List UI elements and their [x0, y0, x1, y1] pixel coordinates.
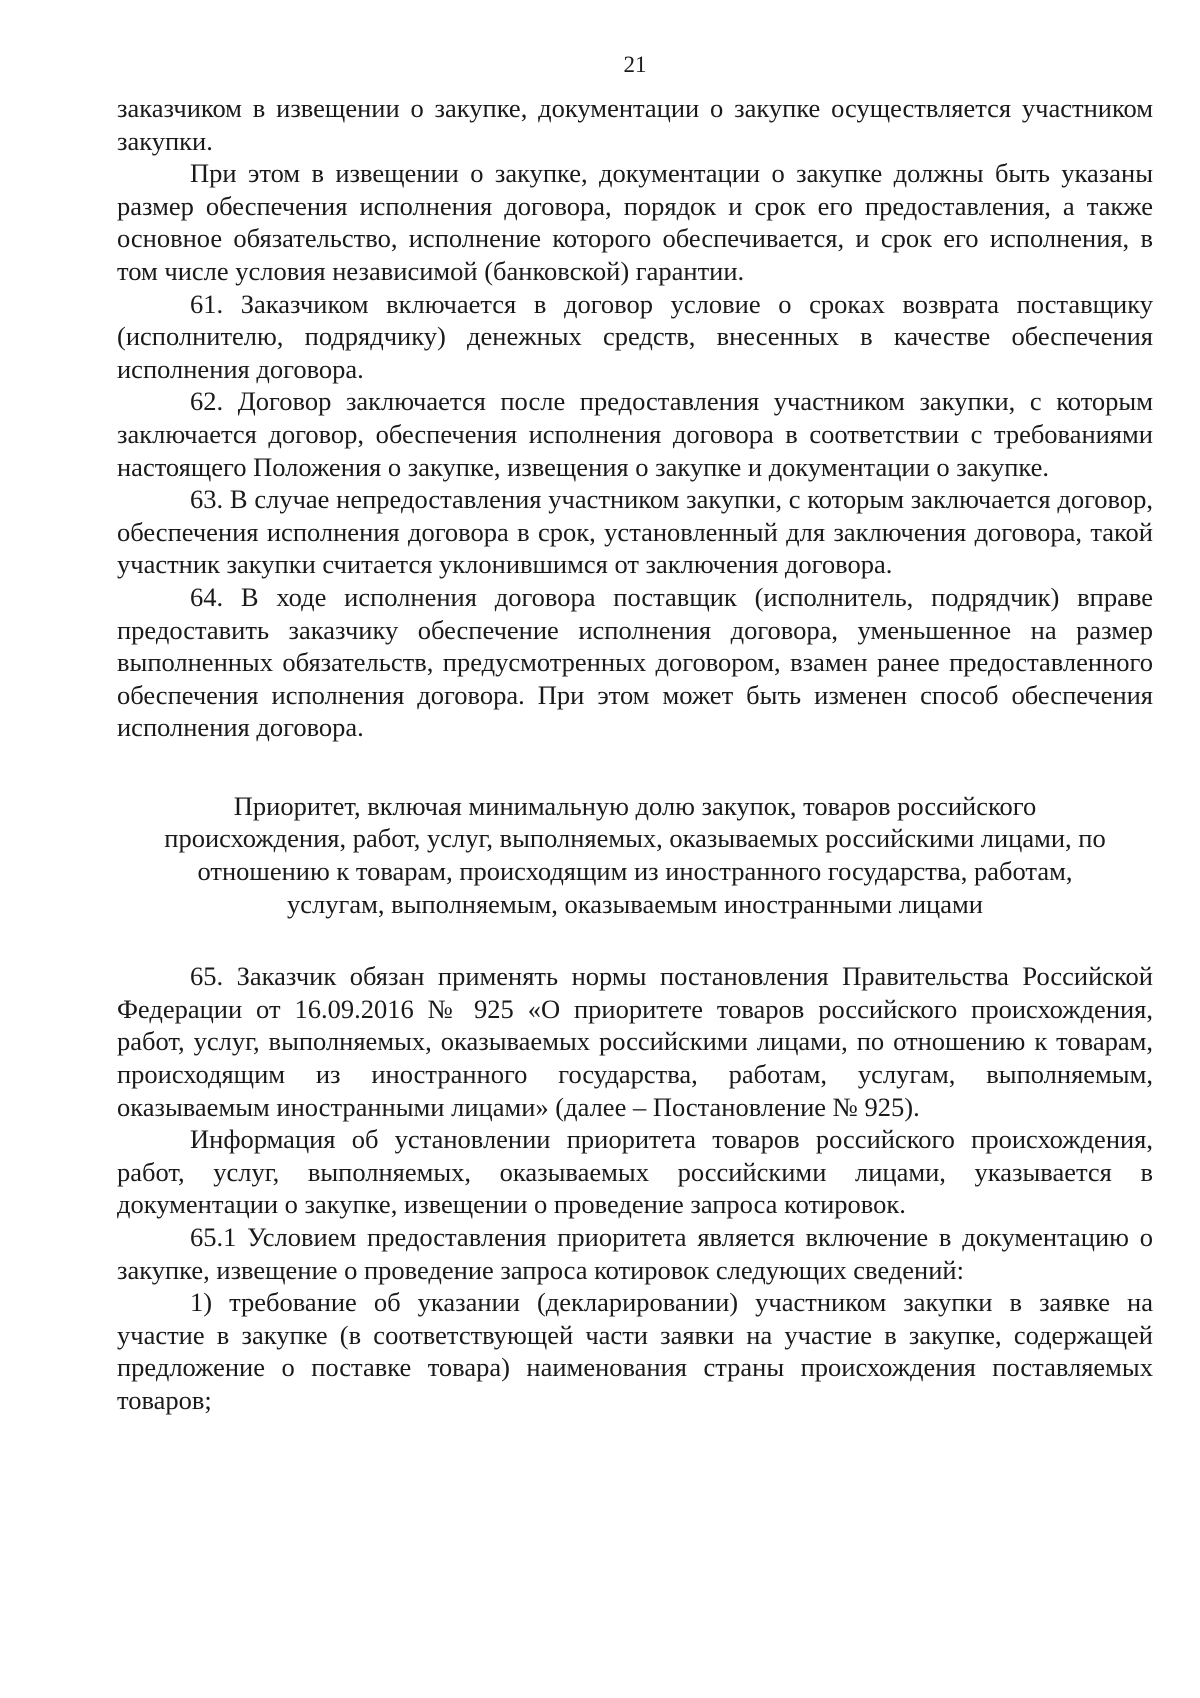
heading-line: происхождения, работ, услуг, выполняемых, оказываемых российскими лицами, по — [164, 823, 1106, 854]
paragraph-65-1-item-1: 1) требование об указании (декларировании) участником закупки в заявке на участие в закупке (в соответствующей части заявки на участие в закупке, содержащей предложение о поставке товара) наименования страны происхождения поставляемых товаров; — [117, 1287, 1153, 1415]
section-before — [117, 92, 1153, 744]
paragraph-63: 63. В случае непредоставления участником закупки, с которым заключается договор, обеспечения исполнения договора в срок, установленный для заключения договора, такой участник закупки считается уклонившимся от заключения договора. — [117, 484, 1153, 580]
paragraph-61: 61. Заказчиком включается в договор условие о сроках возврата поставщику (исполнителю, подрядчику) денежных средств, внесенных в качестве обеспечения исполнения договора. — [117, 288, 1153, 384]
paragraph-continuation: заказчиком в извещении о закупке, документации о закупке осуществляется участником закупки. — [117, 93, 1153, 156]
document-page — [117, 50, 1153, 1417]
section-heading — [117, 790, 1153, 920]
paragraph-priority-info: Информация об установлении приоритета товаров российского происхождения, работ, услуг, выполняемых, оказываемых российскими лицами, указывается в документации о закупке, извещении о проведение запроса котировок. — [117, 1124, 1153, 1220]
heading-line: отношению к товарам, происходящим из иностранного государства, работам, — [197, 856, 1073, 887]
paragraph-guarantee-info: При этом в извещении о закупке, документации о закупке должны быть указаны размер обеспечения исполнения договора, порядок и срок его предоставления, а также основное обязательство, исполнение которого обеспечивается, и срок его исполнения, в том числе условия независимой (банковской) гарантии. — [117, 158, 1153, 286]
page-number: 21 — [623, 52, 647, 77]
paragraph-62: 62. Договор заключается после предоставления участником закупки, с которым заключается договор, обеспечения исполнения договора в соответствии с требованиями настоящего Положения о закупке, извещения о закупке и документации о закупке. — [117, 386, 1153, 482]
heading-line: услугам, выполняемым, оказываемым иностранными лицами — [287, 888, 983, 919]
section-after — [117, 960, 1153, 1416]
paragraph-65-1: 65.1 Условием предоставления приоритета является включение в документацию о закупке, извещение о проведение запроса котировок следующих сведений: — [117, 1222, 1153, 1285]
paragraph-64: 64. В ходе исполнения договора поставщик (исполнитель, подрядчик) вправе предоставить заказчику обеспечение исполнения договора, уменьшенное на размер выполненных обязательств, предусмотренных договором, взамен ранее предоставленного обеспечения исполнения договора. При этом может быть изменен способ обеспечения исполнения договора. — [117, 581, 1153, 743]
paragraph-65: 65. Заказчик обязан применять нормы постановления Правительства Российской Федерации от 16.09.2016 № 925 «О приоритете товаров российского происхождения, работ, услуг, выполняемых, оказываемых российскими лицами, по отношению к товарам, происходящим из иностранного государства, работам, услугам, выполняемым, оказываемым иностранными лицами» (далее – Постановление № 925). — [117, 961, 1153, 1122]
heading-line: Приоритет, включая минимальную долю закупок, товаров российского — [233, 790, 1037, 821]
